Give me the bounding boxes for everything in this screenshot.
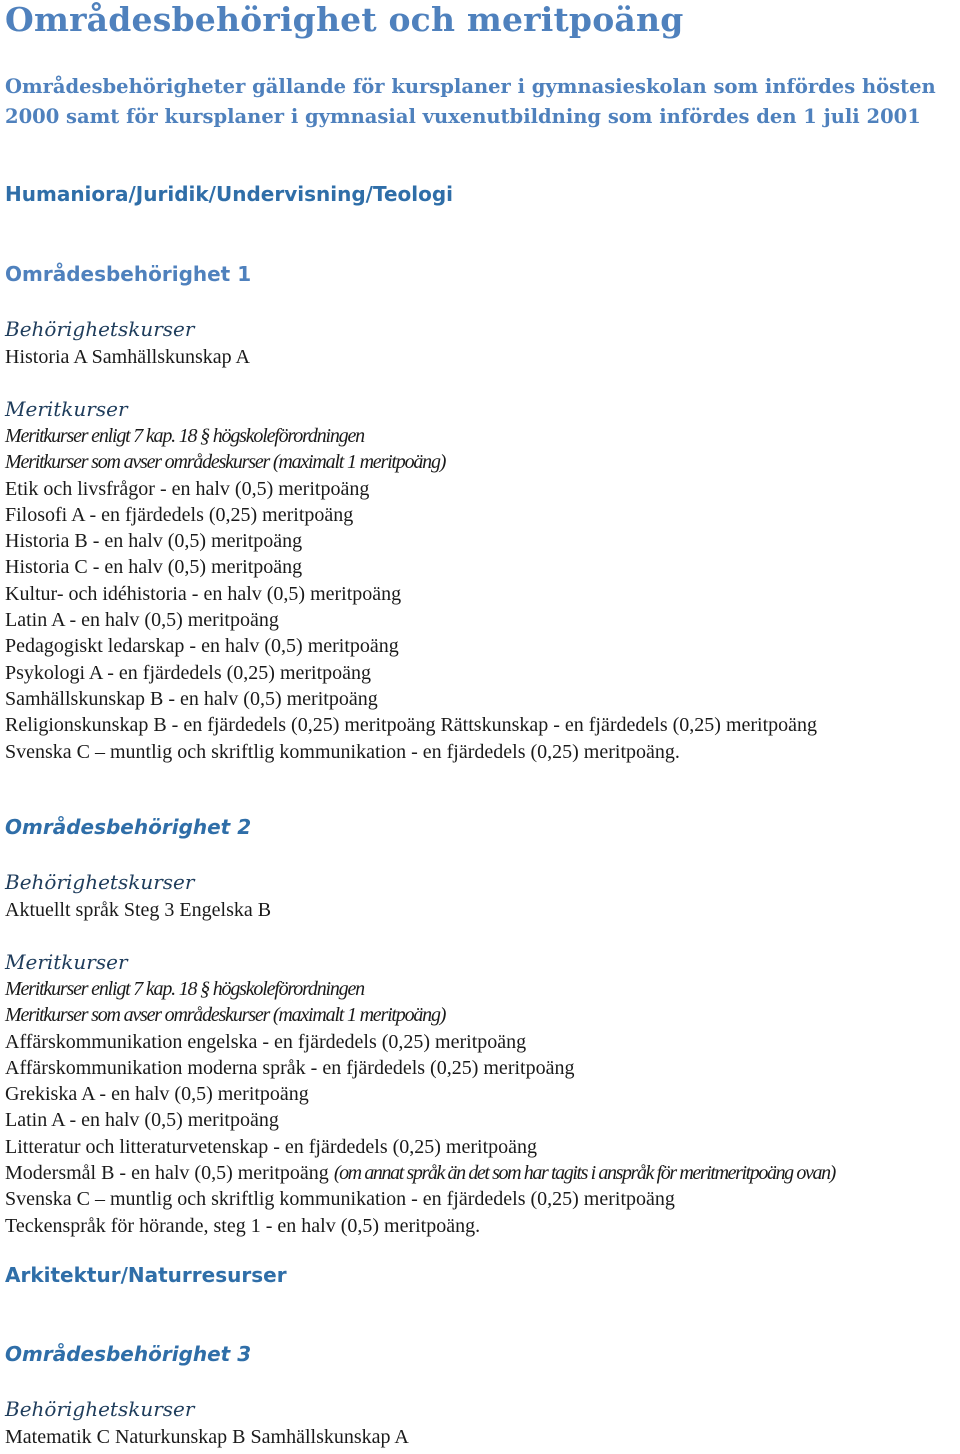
document-title: Områdesbehörighet och meritpoäng bbox=[5, 0, 684, 39]
area-heading-3: Områdesbehörighet 3 bbox=[5, 1342, 252, 1366]
merit-line: Pedagogiskt ledarskap - en halv (0,5) meritpoäng bbox=[5, 635, 399, 658]
behorighet-text-2: Aktuellt språk Steg 3 Engelska B bbox=[5, 899, 272, 921]
section-heading-arkitektur: Arkitektur/Naturresurser bbox=[5, 1263, 287, 1287]
merit-line: Svenska C – muntlig och skriftlig kommunikation - en fjärdedels (0,25) meritpoäng. bbox=[5, 740, 680, 763]
merit-line: Grekiska A - en halv (0,5) meritpoäng bbox=[5, 1083, 309, 1106]
merit-line: Svenska C – muntlig och skriftlig kommunikation - en fjärdedels (0,25) meritpoäng bbox=[5, 1188, 675, 1211]
behorighet-label-2: Behörighetskurser bbox=[5, 870, 195, 894]
merit-italic-line: Meritkurser enligt 7 kap. 18 § högskoleförordningen bbox=[5, 978, 364, 1000]
merit-label-2: Meritkurser bbox=[5, 950, 128, 974]
document-subtitle: Områdesbehörigheter gällande för kursplaner i gymnasieskolan som infördes hösten 2000 samt för kursplaner i gymnasial vuxenutbildning som infördes den 1 juli 2001 bbox=[5, 75, 936, 128]
merit-line: Kultur- och idéhistoria - en halv (0,5) meritpoäng bbox=[5, 582, 402, 605]
merit-italic-line: Meritkurser som avser områdeskurser (maximalt 1 meritpoäng) bbox=[5, 451, 446, 474]
merit-line: Latin A - en halv (0,5) meritpoäng bbox=[5, 1109, 279, 1132]
merit-line: Samhällskunskap B - en halv (0,5) meritpoäng bbox=[5, 687, 378, 710]
merit-line: Affärskommunikation engelska - en fjärdedels (0,25) meritpoäng bbox=[5, 1030, 527, 1053]
merit-list-1 bbox=[5, 423, 817, 765]
merit-line-modersmal bbox=[5, 1160, 835, 1186]
section-heading-humaniora: Humaniora/Juridik/Undervisning/Teologi bbox=[5, 182, 454, 206]
area-heading-1: Områdesbehörighet 1 bbox=[5, 262, 252, 286]
merit-label-1: Meritkurser bbox=[5, 397, 128, 421]
behorighet-label-1: Behörighetskurser bbox=[5, 317, 195, 341]
merit-line: Etik och livsfrågor - en halv (0,5) meritpoäng bbox=[5, 477, 370, 500]
merit-line: Litteratur och litteraturvetenskap - en fjärdedels (0,25) meritpoäng bbox=[5, 1135, 538, 1158]
area-heading-2: Områdesbehörighet 2 bbox=[5, 815, 252, 839]
merit-line: Filosofi A - en fjärdedels (0,25) meritpoäng bbox=[5, 503, 354, 526]
behorighet-label-3: Behörighetskurser bbox=[5, 1397, 195, 1421]
merit-line: Psykologi A - en fjärdedels (0,25) meritpoäng bbox=[5, 661, 372, 684]
behorighet-text-1: Historia A Samhällskunskap A bbox=[5, 346, 250, 368]
merit-line: Religionskunskap B - en fjärdedels (0,25) meritpoäng Rättskunskap - en fjärdedels (0,25) meritpoäng bbox=[5, 714, 818, 737]
merit-line: Latin A - en halv (0,5) meritpoäng bbox=[5, 609, 279, 632]
modersmal-note: (om annat språk än det som har tagits i anspråk för meritmeritpoäng ovan) bbox=[333, 1162, 835, 1185]
behorighet-text-3: Matematik C Naturkunskap B Samhällskunskap A bbox=[5, 1426, 409, 1448]
merit-line: Historia C - en halv (0,5) meritpoäng bbox=[5, 556, 303, 579]
modersmal-text: Modersmål B - en halv (0,5) meritpoäng bbox=[5, 1162, 334, 1185]
merit-line: Teckenspråk för hörande, steg 1 - en halv (0,5) meritpoäng. bbox=[5, 1214, 481, 1237]
merit-line: Affärskommunikation moderna språk - en fjärdedels (0,25) meritpoäng bbox=[5, 1056, 575, 1079]
merit-italic-line: Meritkurser enligt 7 kap. 18 § högskoleförordningen bbox=[5, 425, 364, 447]
merit-list-2 bbox=[5, 976, 835, 1239]
merit-italic-line: Meritkurser som avser områdeskurser (maximalt 1 meritpoäng) bbox=[5, 1004, 446, 1027]
merit-line: Historia B - en halv (0,5) meritpoäng bbox=[5, 530, 303, 553]
